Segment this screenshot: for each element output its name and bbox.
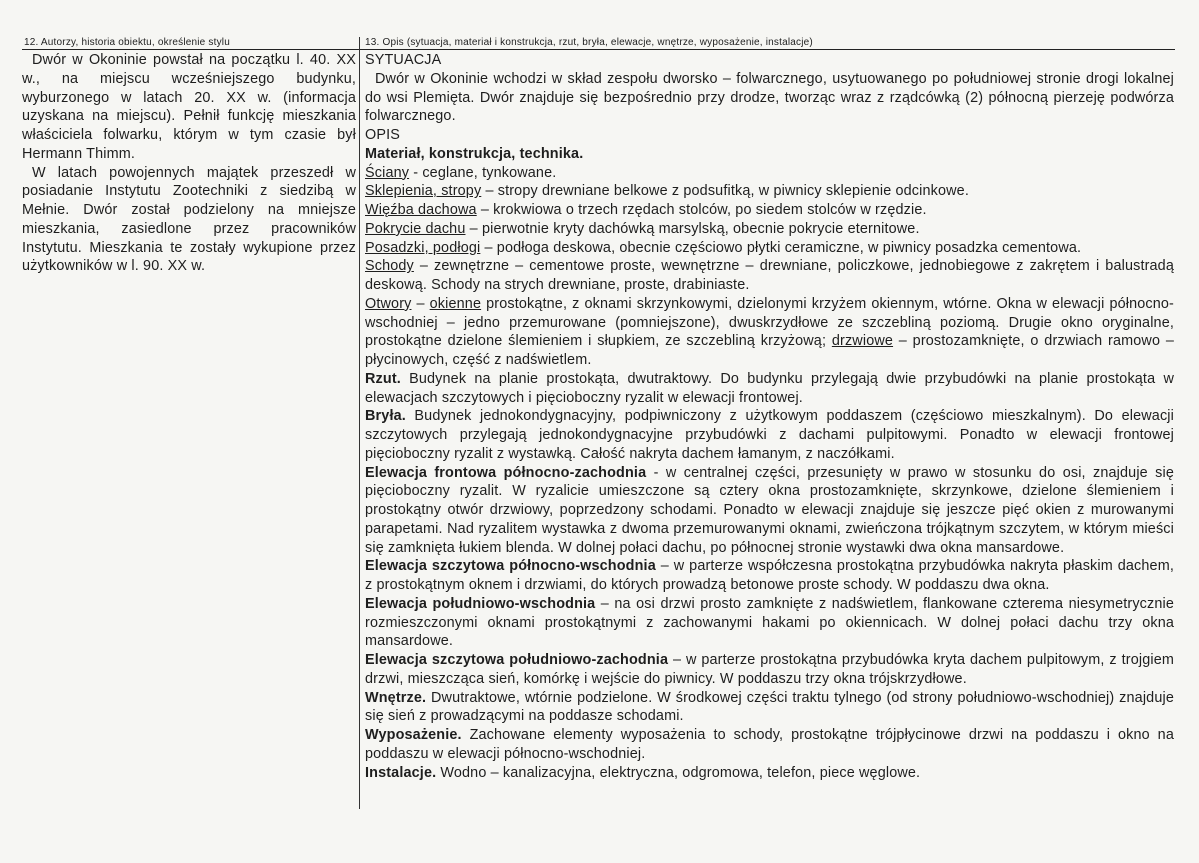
paragraph-text: Zachowane elementy wyposażenia to schody, prostokątne trójpłycinowe drzwi na poddaszu i okno na poddaszu w elewacji północno-wschodniej. bbox=[365, 727, 1174, 762]
paragraph-text: – krokwiowa o trzech rzędach stolców, po siedem stolców w rzędzie. bbox=[476, 202, 927, 218]
paragraph-text: – w parterze współczesna prostokątna przybudówka nakryta płaskim dachem, z prostokątnym oknem i drzwiami, do których prowadzą betonowe proste schody. W poddaszu dwa okna. bbox=[365, 558, 1174, 593]
paragraph-text: – pierwotnie kryty dachówką marsylską, obecnie pokrycie eternitowe. bbox=[465, 220, 920, 237]
paragraph bbox=[365, 164, 1174, 183]
paragraph bbox=[365, 689, 1174, 727]
bold-heading: Elewacja szczytowa północno-wschodnia bbox=[365, 558, 656, 575]
paragraph bbox=[365, 220, 1174, 239]
bold-heading: Materiał, konstrukcja, technika. bbox=[365, 145, 584, 162]
paragraph bbox=[365, 145, 1174, 164]
paragraph-text: – podłoga deskowa, obecnie częściowo płytki ceramiczne, w piwnicy posadzka cementowa. bbox=[480, 239, 1082, 256]
underlined-label: okienne bbox=[429, 295, 482, 312]
paragraph bbox=[365, 651, 1174, 689]
bold-heading: Wnętrze. bbox=[365, 689, 427, 706]
paragraph bbox=[365, 295, 1174, 370]
paragraph-text: Dwór w Okoninie powstał na początku l. 40. XX w., na miejscu wcześniejszego budynku, wyburzonego w latach 20. XX w. (informacja uzyskana na miejscu). Pełnił funkcję mieszkania właściciela folwarku, którym w tym czasie był Hermann Thimm. bbox=[22, 52, 356, 162]
paragraph-text: – zewnętrzne – cementowe proste, wewnętrzne – drewniane, policzkowe, jednobiegowe z zakrętem i balustradą deskową. Schody na strych drewniane, proste, drabiniaste. bbox=[365, 258, 1174, 293]
underlined-label: Sklepienia, stropy bbox=[365, 183, 482, 200]
paragraph-text: - w centralnej części, przesunięty w prawo w stosunku do osi, znajduje się pięcioboczny ryzalit. W ryzalicie umieszczone są cztery okna prostozamknięte, skrzynkowe, dzielone ślemieniem i prostokątny otwór drzwiowy, poprzedzony schodami. Ponadto w elewacji znajduje się jeszcze pięć okien z murowanymi parapetami. Nad ryzalitem wystawka z dwoma przemurowanymi oknami, zwieńczona trójkątnym szczytem, w którym mieści się zamknięta łukiem blenda. W dolnej połaci dachu, po północnej stronie wystawki dwa okna mansardowe. bbox=[365, 464, 1175, 556]
paragraph bbox=[365, 257, 1174, 295]
paragraph-text: – w parterze prostokątna przybudówka kryta dachem pulpitowym, z trojgiem drzwi, mieszcząca sień, komórkę i wejście do piwnicy. W poddaszu trzy okna trójskrzydłowe. bbox=[365, 652, 1174, 687]
paragraph-text: – stropy drewniane belkowe z podsufitką, w piwnicy sklepienie odcinkowe. bbox=[481, 183, 969, 200]
paragraph bbox=[365, 126, 1174, 145]
underlined-label: Więźba dachowa bbox=[365, 202, 477, 218]
bold-heading: Elewacja szczytowa południowo-zachodnia bbox=[365, 652, 669, 668]
paragraph-text: - ceglane, tynkowane. bbox=[409, 164, 557, 181]
paragraph bbox=[365, 595, 1174, 651]
paragraph-text: Budynek na planie prostokąta, dwutraktowy. Do budynku przylegają dwie przybudówki na planie prostokąta w elewacjach szczytowych i pięcioboczny ryzalit w elewacji frontowej. bbox=[365, 370, 1174, 406]
bold-heading: Elewacja południowo-wschodnia bbox=[365, 595, 596, 612]
column-divider bbox=[359, 37, 360, 809]
paragraph bbox=[365, 557, 1174, 595]
description-column bbox=[365, 51, 1174, 782]
paragraph bbox=[22, 164, 356, 277]
underlined-label: Ściany bbox=[365, 164, 410, 181]
header-rule bbox=[22, 49, 1175, 50]
paragraph bbox=[365, 70, 1174, 126]
paragraph bbox=[365, 51, 1174, 70]
paragraph bbox=[365, 201, 1174, 220]
section-12-header: 12. Autorzy, historia obiektu, określenie stylu bbox=[24, 37, 230, 48]
section-13-header: 13. Opis (sytuacja, materiał i konstrukcja, rzut, bryła, elewacje, wnętrze, wyposażenie, instalacje) bbox=[365, 37, 813, 48]
underlined-label: drzwiowe bbox=[831, 333, 894, 350]
paragraph-text: Dwutraktowe, wtórnie podzielone. W środkowej części traktu tylnego (od strony południowo-wschodniej) znajduje się sień z prowadzącymi na poddasze schodami. bbox=[365, 689, 1174, 725]
underlined-label: Pokrycie dachu bbox=[365, 220, 466, 237]
paragraph bbox=[365, 726, 1174, 764]
paragraph-text: Dwór w Okoninie wchodzi w skład zespołu dworsko – folwarcznego, usytuowanego po południowej stronie drogi lokalnej do wsi Plemięta. Dwór znajduje się bezpośrednio przy drodze, tworząc wraz z rządcówką (2) północną pierzeję podwórza folwarcznego. bbox=[365, 70, 1174, 125]
paragraph bbox=[365, 239, 1174, 258]
paragraph bbox=[365, 464, 1174, 558]
paragraph-text: Budynek jednokondygnacyjny, podpiwniczony z użytkowym poddaszem (częściowo mieszkalnym). Do elewacji szczytowych przylegają jednokondygnacyjne przybudówki z dachami pulpitowymi. Ponadto w elewacji frontowej pięcioboczny ryzalit z wystawką. Całość nakryta dachem łamanym, z naczółkami. bbox=[365, 408, 1174, 462]
bold-heading: Elewacja frontowa północno-zachodnia bbox=[365, 464, 647, 481]
paragraph-text: – prostozamknięte, o drzwiach ramowo – płycinowych, część z nadświetlem. bbox=[365, 333, 1174, 368]
paragraph-text: – bbox=[411, 295, 430, 312]
paragraph bbox=[365, 182, 1174, 201]
paragraph-text: – na osi drzwi prosto zamknięte z nadświetlem, flankowane czterema niesymetrycznie rozmieszczonymi oknami prostokątnymi z zachowanymi hakami po okiennicach. W dolnej połaci dachu trzy okna mansardowe. bbox=[365, 595, 1175, 650]
underlined-label: Posadzki, podłogi bbox=[365, 239, 481, 256]
bold-heading: Bryła. bbox=[365, 408, 406, 425]
paragraph bbox=[365, 764, 1174, 783]
paragraph-text: Wodno – kanalizacyjna, elektryczna, odgromowa, telefon, piece węglowe. bbox=[436, 764, 921, 781]
bold-heading: Rzut. bbox=[365, 370, 401, 387]
paragraph-text: W latach powojennych majątek przeszedł w posiadanie Instytutu Zootechniki z siedzibą w Mełnie. Dwór został podzielony na mniejsze mieszkania, zasiedlone przez pracowników Instytutu. Mieszkania te zostały wykupione przez użytkowników w l. 90. XX w. bbox=[22, 164, 356, 275]
history-column bbox=[22, 51, 356, 276]
paragraph-text: prostokątne, z oknami skrzynkowymi, dzielonymi krzyżem okiennym, wtórne. Okna w elewacji północno-wschodniej – jedno przemurowane (pomniejszone), dwuskrzydłowe ze szczebliną poziomą. Drugie okno oryginalne, prostokątne dzielone ślemieniem i słupkiem, ze szczebliną krzyżową; bbox=[365, 295, 1174, 350]
underlined-label: Schody bbox=[365, 258, 414, 275]
paragraph bbox=[365, 370, 1174, 408]
underlined-label: Otwory bbox=[365, 295, 412, 312]
paragraph-text: OPIS bbox=[365, 127, 400, 143]
bold-heading: Wyposażenie. bbox=[365, 727, 462, 743]
paragraph bbox=[365, 407, 1174, 463]
bold-heading: Instalacje. bbox=[365, 764, 437, 781]
paragraph bbox=[22, 51, 356, 164]
paragraph-text: SYTUACJA bbox=[365, 52, 442, 68]
